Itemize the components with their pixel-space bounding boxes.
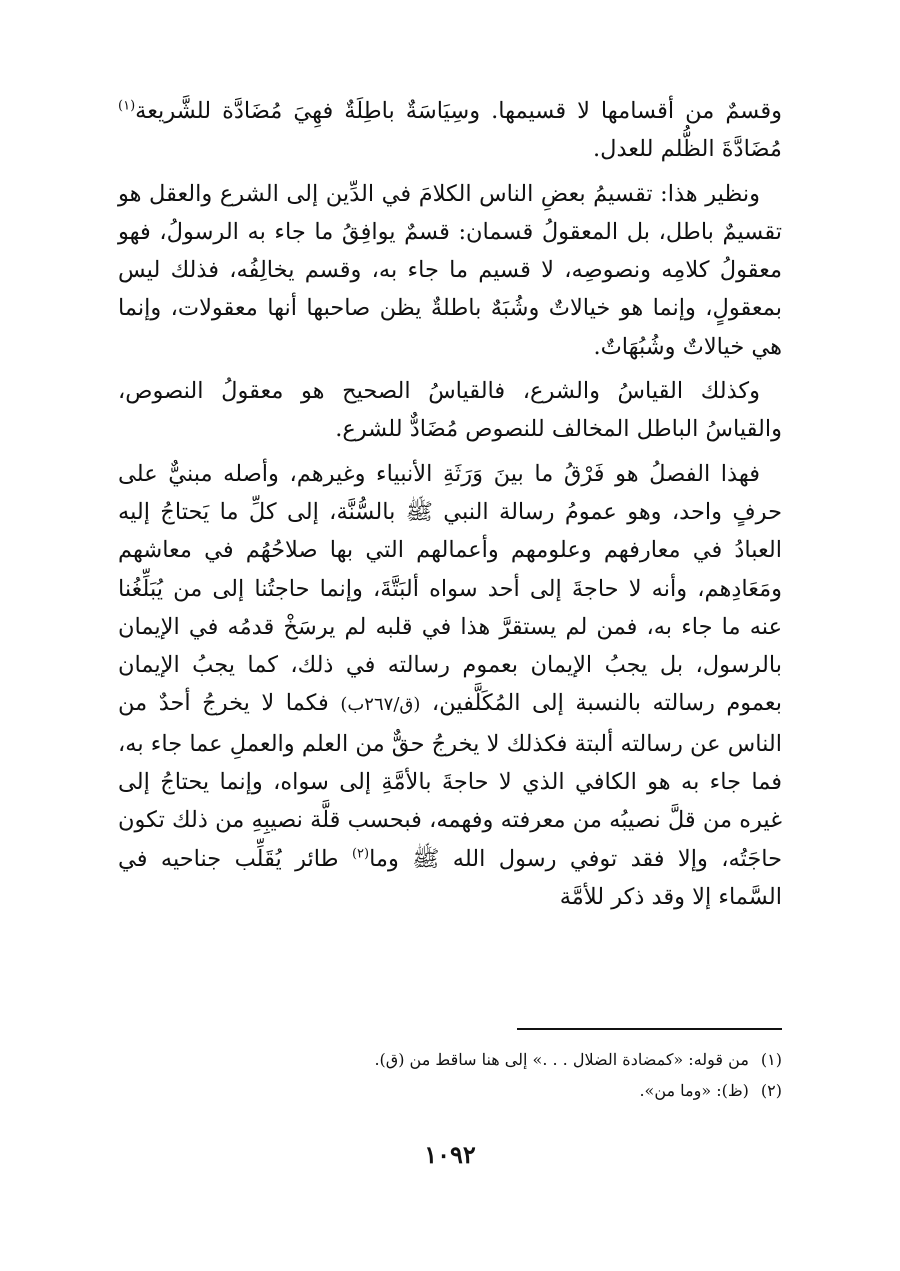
paragraph-1 [118, 92, 782, 169]
footnotes [118, 1044, 782, 1106]
manuscript-marker: (ق/٢٦٧ب) [340, 694, 421, 716]
paragraph-3: وكذلك القياسُ والشرع، فالقياسُ الصحيح هو معقولُ النصوص، والقياسُ الباطل المخالف للنصوص مُضَادٌّ للشرع. [118, 378, 782, 443]
paragraph-4-text: فهذا الفصلُ هو فَرْقُ ما بينَ وَرَثَةِ الأنبياء وغيرهم، وأصله مبنيٌّ على حرفٍ واحد، وهو عمومُ رسالة النبي ﷺ بالسُّنَّة، إلى كلِّ ما يَحتاجُ إليه العبادُ في معارفهم وعلومهم وأعمالهم التي بها صلاحُهُم في معاشهم ومَعَادِهم، وأنه لا حاجةَ إلى أحد سواه ألبَتَّةَ، وإنما حاجتُنا إلى من يُبَلِّغُنا عنه ما جاء به، فمن لم يستقرَّ هذا في قلبه لم يرسَخْ قدمُه في الإيمان بالرسول، بل يجبُ الإيمان بعموم رسالته في ذلك، كما يجبُ الإيمان بعموم رسالته بالنسبة إلى المُكَلَّفين، [118, 460, 783, 717]
footnote-2-number: (٢) [760, 1081, 782, 1100]
paragraph-1-continuation: مُضَادَّةَ الظُّلم للعدل. [593, 136, 782, 163]
footnote-2-text: (ظ): «وما من». [639, 1081, 749, 1100]
page-number: ١٠٩٢ [424, 1140, 476, 1169]
footnote-ref-1[interactable]: (١) [118, 98, 136, 114]
paragraph-4-continuation: فكما لا يخرجُ أحدٌ من الناس عن رسالته ألبتة فكذلك لا يخرجُ حقٌّ من العلم والعملِ عما جاء به، فما جاء به هو الكافي الذي لا حاجةَ بالأمَّةِ إلى سواه، وإنما يحتاجُ إلى غيره من قلَّ نصيبُه من معرفته وفهمه، فبحسب قلَّة نصيبِهِ من ذلك تكون حاجَتُه، وإلا فقد توفي رسول الله ﷺ وما [118, 690, 783, 872]
paragraph-2: ونظير هذا: تقسيمُ بعضِ الناس الكلامَ في الدِّين إلى الشرع والعقل هو تقسيمٌ باطل، بل المعقولُ قسمان: قسمٌ يوافِقُ ما جاء به الرسولُ، فهو معقولُ كلامِه ونصوصِه، لا قسيم ما جاء به، وقسم يخالِفُه، فذلك ليس بمعقولٍ، وإنما هو خيالاتٌ وشُبَهٌ باطلةٌ يظن صاحبها أنها معقولات، وإنما هي خيالاتٌ وشُبُهَاتٌ. [118, 180, 782, 360]
footnote-2 [118, 1075, 782, 1106]
paragraph-4 [118, 455, 782, 917]
paragraph-1-text: وقسمٌ من أقسامها لا قسيمها. وسِيَاسَةٌ باطِلَةٌ فهِيَ مُضَادَّة للشَّريعة [135, 98, 782, 124]
footnote-1-number: (١) [760, 1050, 782, 1069]
footnote-divider [517, 1028, 782, 1030]
footnote-ref-2[interactable]: (٢) [351, 846, 370, 862]
footnote-1-text: من قوله: «كمضادة الضلال . . .» إلى هنا ساقط من (ق). [374, 1050, 749, 1069]
paragraph-4-tail: طائر يُقَلِّب جناحيه في السَّماء إلا وقد ذكر للأمَّة [118, 845, 782, 910]
footnote-1 [118, 1044, 782, 1075]
main-text [118, 92, 782, 922]
